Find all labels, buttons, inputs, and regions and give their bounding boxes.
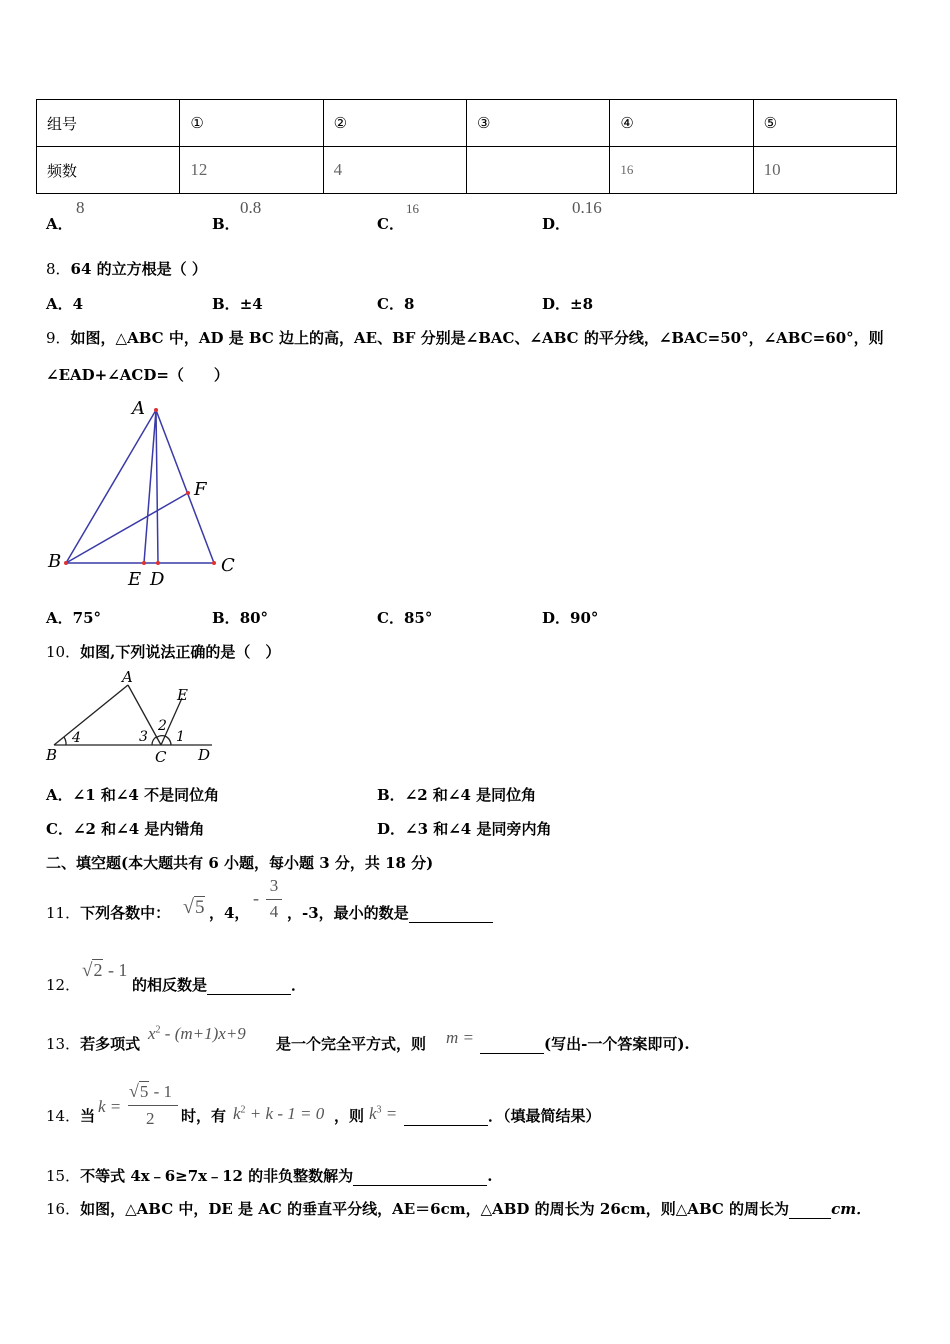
q9-option-b[interactable]: B．80° <box>212 609 269 627</box>
label-c: C <box>221 555 235 576</box>
label-a: A <box>122 668 133 686</box>
angle-figure-q10 <box>44 668 224 768</box>
question-text: 如图，△ABC 中，DE 是 AC 的垂直平分线，AE＝6cm，△ABD 的周长为 26cm，则△ABC 的周长为 <box>80 1200 790 1218</box>
q7-option-d[interactable]: D． <box>542 215 571 233</box>
q7-option-b[interactable]: B． <box>212 215 240 233</box>
table-cell: 频数 <box>37 147 180 194</box>
question-15: 15．不等式 4x﹣6≥7x﹣12 的非负整数解为 . <box>46 1167 493 1185</box>
table-cell: ② <box>323 100 466 147</box>
table-cell: 10 <box>753 147 896 194</box>
q11-fraction-denominator: 4 <box>269 902 279 921</box>
triangle-figure-q9 <box>44 395 244 590</box>
table-cell: 16 <box>610 147 753 194</box>
label-b: B <box>46 746 58 764</box>
q8-option-a[interactable]: A．4 <box>46 295 84 313</box>
answer-blank[interactable] <box>409 904 493 923</box>
q14-k-equals: k = <box>98 1097 122 1116</box>
table-cell: ① <box>180 100 323 147</box>
question-number: 8． <box>46 260 71 278</box>
table-cell: 12 <box>180 147 323 194</box>
table-cell: ③ <box>466 100 609 147</box>
q13-polynomial: $x^2 - (m+1)x+9$ <box>148 1024 246 1043</box>
question-number: 10． <box>46 643 81 661</box>
q8-option-d[interactable]: D．±8 <box>542 295 594 313</box>
table-cell: ④ <box>610 100 753 147</box>
q11-fraction-numerator: 3 <box>269 876 279 895</box>
label-e: E <box>177 686 188 704</box>
answer-blank[interactable] <box>480 1035 544 1054</box>
label-a: A <box>132 398 145 419</box>
q11-suffix: ，-3，最小的数是 <box>287 902 493 923</box>
q9-option-d[interactable]: D．90° <box>542 609 599 627</box>
answer-blank[interactable] <box>789 1200 831 1219</box>
question-text: 当 <box>80 1107 96 1125</box>
section-2-title: 二、填空题(本大题共有 6 小题，每小题 3 分，共 18 分) <box>46 854 434 872</box>
label-c: C <box>155 748 167 766</box>
label-f: F <box>194 479 207 500</box>
label-e: E <box>128 569 142 590</box>
question-12-number: 12． <box>46 976 81 994</box>
label-b: B <box>48 551 62 572</box>
q10-option-a[interactable]: A．∠1 和∠4 不是同位角 <box>46 786 220 804</box>
q10-option-d[interactable]: D．∠3 和∠4 是同旁内角 <box>377 820 552 838</box>
q8-option-c[interactable]: C．8 <box>377 295 415 313</box>
q11-fraction-sign: - <box>253 888 259 908</box>
q13-m-equals: m = <box>446 1028 474 1047</box>
question-13 <box>46 1033 140 1054</box>
q7-option-a[interactable]: A． <box>46 215 73 233</box>
q14-mid1: 时，有 <box>181 1107 227 1125</box>
label-d: D <box>198 746 211 764</box>
question-14 <box>46 1105 95 1126</box>
q14-answer: ．（填最简结果） <box>404 1105 601 1126</box>
fraction-bar <box>266 899 282 900</box>
q13-middle: 是一个完全平方式，则 <box>276 1035 427 1053</box>
sqrt-2-minus-1-expression: √2 - 1 <box>82 960 128 981</box>
q14-fraction-denominator: 2 <box>146 1109 155 1128</box>
question-number: 15． <box>46 1167 81 1185</box>
question-number: 13． <box>46 1035 81 1053</box>
q7-option-b-value: 0.8 <box>240 198 262 217</box>
question-9-line2: ∠EAD+∠ACD=（ ） <box>46 366 229 384</box>
answer-blank[interactable] <box>207 976 291 995</box>
q7-option-a-value: 8 <box>76 198 85 217</box>
q7-option-c[interactable]: C． <box>377 215 404 233</box>
question-number: 11． <box>46 904 81 922</box>
question-number: 14． <box>46 1107 81 1125</box>
q10-option-c[interactable]: C．∠2 和∠4 是内错角 <box>46 820 205 838</box>
question-10 <box>46 641 280 662</box>
angle-2-label: 2 <box>158 718 167 734</box>
q14-equation: $k^2 + k - 1 = 0$ <box>233 1104 325 1123</box>
q7-option-d-value: 0.16 <box>572 198 602 217</box>
q13-answer: (写出-一个答案即可). <box>480 1033 690 1054</box>
table-cell: ⑤ <box>753 100 896 147</box>
fraction-bar <box>128 1105 178 1106</box>
question-number: 9． <box>46 329 71 347</box>
angle-3-label: 3 <box>139 729 148 745</box>
answer-blank[interactable] <box>404 1107 488 1126</box>
q9-option-c[interactable]: C．85° <box>377 609 433 627</box>
table-row <box>37 100 897 147</box>
q10-option-b[interactable]: B．∠2 和∠4 是同位角 <box>377 786 537 804</box>
label-d: D <box>150 569 165 590</box>
angle-1-label: 1 <box>176 729 185 745</box>
question-text: 不等式 4x﹣6≥7x﹣12 的非负整数解为 <box>80 1167 354 1185</box>
question-text: 如图,下列说法正确的是（ ） <box>80 643 281 661</box>
sqrt-5-expression: √5 <box>183 896 205 918</box>
question-number: 16． <box>46 1200 81 1218</box>
question-11 <box>46 902 170 923</box>
q14-k-cubed: $k^3$ = <box>369 1104 398 1123</box>
frequency-table <box>36 99 897 194</box>
question-text: 64 的立方根是（ ） <box>70 260 207 278</box>
question-9 <box>46 327 884 348</box>
question-12: 的相反数是 ． <box>132 976 307 994</box>
angle-4-label: 4 <box>72 730 81 746</box>
q9-option-a[interactable]: A．75° <box>46 609 102 627</box>
table-cell: 4 <box>323 147 466 194</box>
answer-blank[interactable] <box>353 1167 487 1186</box>
question-text: 若多项式 <box>80 1035 141 1053</box>
table-cell <box>466 147 609 194</box>
question-8 <box>46 258 207 279</box>
table-row <box>37 147 897 194</box>
q7-option-c-value: 16 <box>406 201 419 216</box>
q14-mid2: ，则 <box>334 1107 365 1125</box>
q11-mid-text: ，4， <box>209 904 250 922</box>
question-text: 下列各数中： <box>80 904 171 922</box>
q14-fraction-numerator: √5 - 1 <box>129 1081 173 1101</box>
table-cell: 组号 <box>37 100 180 147</box>
question-16: 16．如图，△ABC 中，DE 是 AC 的垂直平分线，AE＝6cm，△ABD 的周长为 26cm，则△ABC 的周长为 cm． <box>46 1200 872 1218</box>
question-text: 如图，△ABC 中，AD 是 BC 边上的高，AE、BF 分别是∠BAC、∠ABC 的平分线，∠BAC=50°，∠ABC=60°，则 <box>70 329 884 347</box>
q8-option-b[interactable]: B．±4 <box>212 295 263 313</box>
